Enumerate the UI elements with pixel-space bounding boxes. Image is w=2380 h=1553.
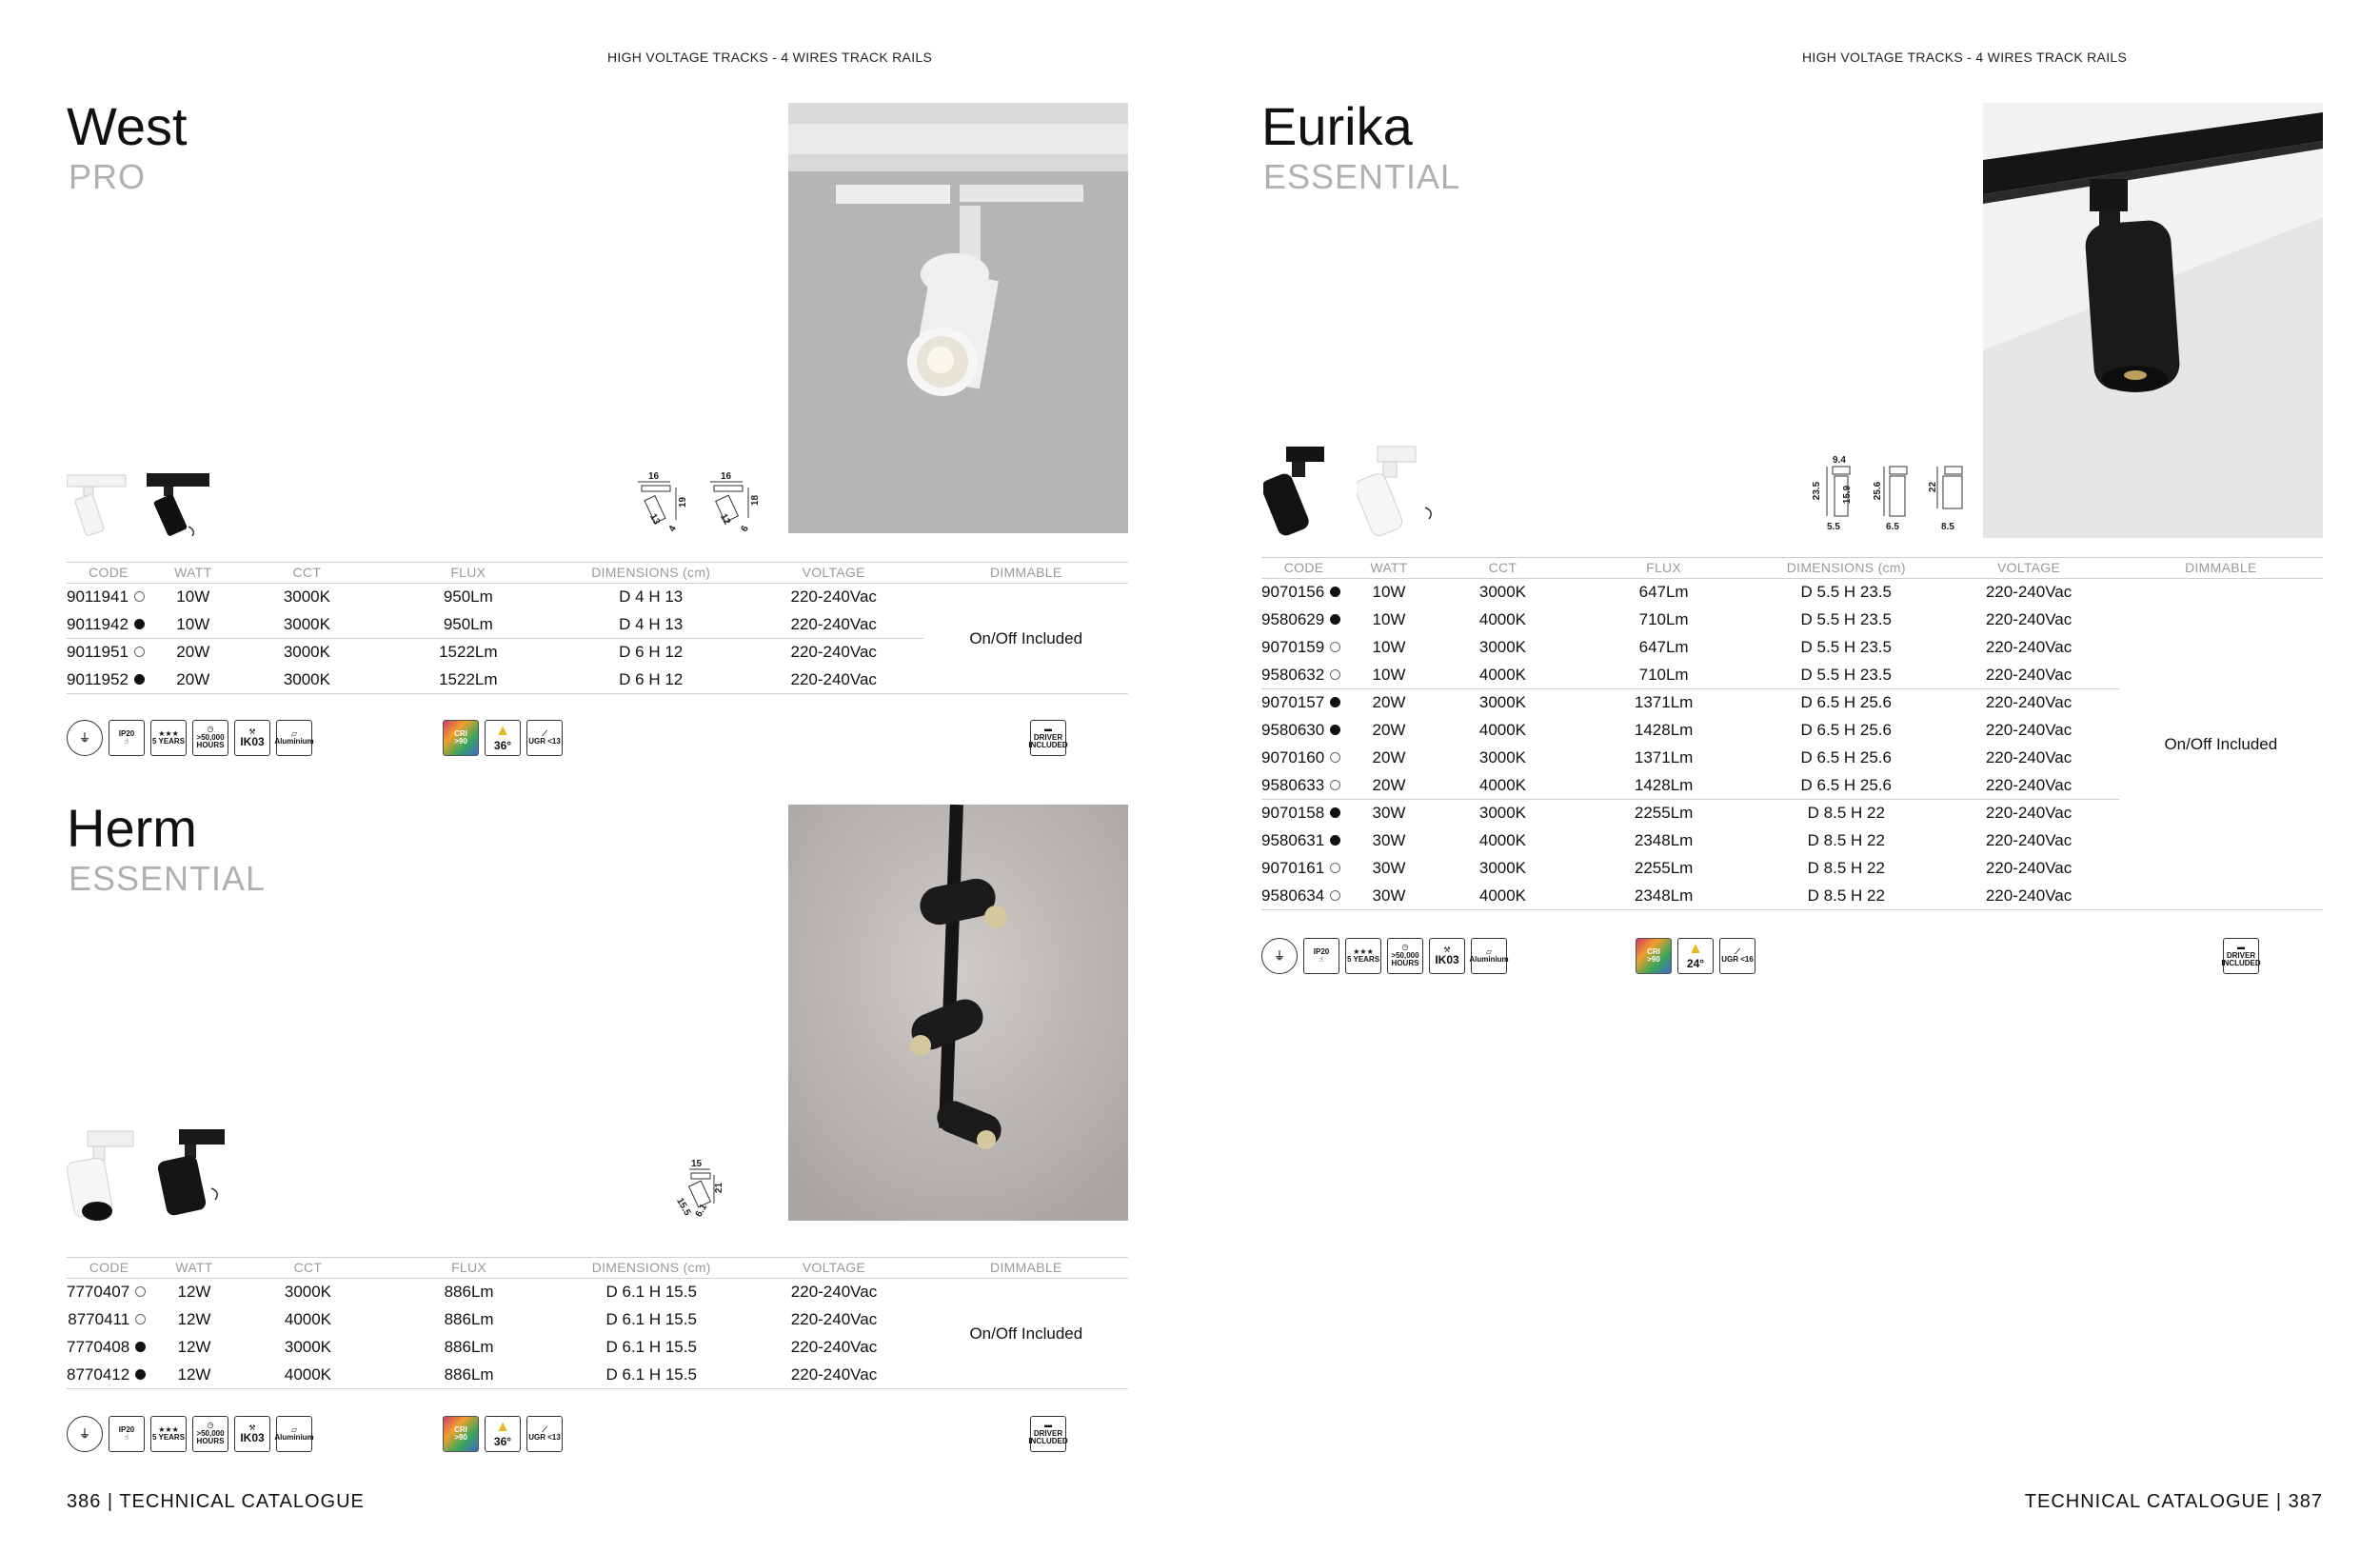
west-light-icons: [443, 720, 568, 756]
herm-dim-length: 15.5: [674, 1196, 693, 1218]
watt-cell: 20W: [150, 639, 236, 667]
cct-cell: 4000K: [284, 1310, 332, 1328]
black-finish-dot-icon: [1330, 725, 1340, 735]
product-code: 9580633: [1261, 775, 1325, 794]
west-dim-width-2: 16: [721, 471, 732, 482]
column-header-watt: WATT: [150, 563, 236, 584]
driver-included-icon: ▬ DRIVER INCLUDED: [2223, 938, 2259, 974]
eurika-dim-height-3: 22: [1928, 481, 1939, 493]
eurika-dimension-drawings: [1812, 455, 1970, 535]
cct-cell: 3000K: [1432, 579, 1574, 607]
black-finish-dot-icon: [134, 674, 145, 685]
white-finish-dot-icon: [1330, 669, 1340, 680]
column-header-voltage: VOLTAGE: [1938, 558, 2118, 579]
watt-cell: 12W: [177, 1310, 211, 1328]
column-header-flux: FLUX: [379, 1258, 559, 1279]
table-row: [67, 1279, 1128, 1306]
dimensions-cell: D 8.5 H 22: [1807, 859, 1885, 877]
column-header-voltage: VOLTAGE: [744, 563, 923, 584]
herm-title: Herm: [67, 798, 197, 858]
black-finish-dot-icon: [1330, 697, 1340, 707]
voltage-cell: 220-240Vac: [1985, 859, 2073, 877]
dimensions-cell: D 4 H 13: [619, 614, 684, 633]
flux-cell: 886Lm: [379, 1362, 559, 1389]
voltage-cell: 220-240Vac: [1985, 775, 2073, 794]
lifetime-hours-icon: ◷ >50,000 HOURS: [1387, 938, 1423, 974]
dimensions-cell: D 8.5 H 22: [1754, 800, 1938, 827]
cct-cell: 3000K: [1432, 689, 1574, 717]
west-spec-table: [67, 562, 1128, 694]
lifetime-hours-icon: ◷ >50,000 HOURS: [192, 1416, 228, 1452]
dimensions-cell: D 5.5 H 23.5: [1800, 665, 1892, 684]
column-header-cct: CCT: [1432, 558, 1574, 579]
white-finish-dot-icon: [1330, 642, 1340, 652]
herm-table-header: [67, 1258, 1128, 1279]
product-code: 9580631: [1261, 831, 1325, 849]
watt-cell: 30W: [1372, 859, 1406, 877]
flux-cell: 1428Lm: [1634, 775, 1694, 794]
driver-included-icon: ▬ DRIVER INCLUDED: [1030, 1416, 1066, 1452]
column-header-code: CODE: [1261, 558, 1346, 579]
herm-white-variant-thumb: [67, 1125, 139, 1223]
watt-cell: 30W: [1346, 800, 1432, 827]
earth-class-icon: ⏚: [67, 720, 103, 756]
cct-cell: 4000K: [1478, 665, 1527, 684]
flux-cell: 950Lm: [378, 584, 558, 611]
eurika-feature-icons: [1261, 938, 1513, 974]
product-code: 9070157: [1261, 693, 1325, 712]
eurika-dim-height-2: 25.6: [1873, 481, 1884, 501]
column-header-dimensions: DIMENSIONS (cm): [559, 1258, 744, 1279]
product-code: 7770407: [67, 1283, 130, 1302]
column-header-cct: CCT: [236, 563, 378, 584]
white-finish-dot-icon: [1330, 863, 1340, 873]
flux-cell: 886Lm: [379, 1279, 559, 1306]
watt-cell: 12W: [151, 1362, 237, 1389]
west-title: West: [67, 96, 188, 156]
watt-cell: 10W: [1372, 665, 1406, 684]
flux-cell: 710Lm: [1638, 610, 1689, 628]
cct-cell: 3000K: [283, 614, 330, 633]
cct-cell: 4000K: [1478, 610, 1527, 628]
eurika-dim-diameter-2: 6.5: [1886, 522, 1899, 532]
dimensions-cell: D 6.1 H 15.5: [605, 1338, 697, 1356]
cct-cell: 4000K: [1478, 831, 1527, 849]
flux-cell: 1522Lm: [378, 639, 558, 667]
black-finish-dot-icon: [134, 619, 145, 629]
voltage-cell: 220-240Vac: [1938, 689, 2118, 717]
flux-cell: 647Lm: [1638, 638, 1689, 656]
page-header-left: HIGH VOLTAGE TRACKS - 4 WIRES TRACK RAILS: [607, 50, 933, 65]
ip-rating-icon: IP20 ☝: [1303, 938, 1339, 974]
voltage-cell: 220-240Vac: [1938, 800, 2118, 827]
herm-product-photo: [788, 805, 1128, 1221]
dimensions-cell: D 8.5 H 22: [1754, 883, 1938, 910]
watt-cell: 20W: [1346, 689, 1432, 717]
herm-dim-height: 21: [714, 1182, 725, 1194]
watt-cell: 12W: [151, 1279, 237, 1306]
aluminium-material-icon: ▱ Aluminium: [1471, 938, 1507, 974]
product-code: 9580630: [1261, 721, 1325, 739]
voltage-cell: 220-240Vac: [744, 639, 923, 667]
ugr-icon: ⟋ UGR <13: [526, 720, 563, 756]
column-header-dimmable: DIMMABLE: [923, 563, 1128, 584]
west-dim-length-2: 12: [718, 511, 733, 528]
eurika-dim-body-1: 15.9: [1842, 485, 1854, 505]
herm-subtitle: ESSENTIAL: [69, 859, 267, 898]
west-color-variants: [67, 471, 215, 540]
white-finish-dot-icon: [135, 1314, 146, 1324]
watt-cell: 10W: [150, 584, 236, 611]
white-finish-dot-icon: [134, 647, 145, 657]
west-dimension-drawing-2: [708, 471, 767, 535]
warranty-icon: ★★★ 5 YEARS: [1345, 938, 1381, 974]
table-row: [1261, 579, 2323, 607]
cct-cell: 3000K: [236, 639, 378, 667]
dimensions-cell: D 8.5 H 22: [1807, 831, 1885, 849]
beam-angle-icon: ▲ 24°: [1677, 938, 1714, 974]
voltage-cell: 220-240Vac: [790, 1310, 878, 1328]
herm-driver-icon-wrap: [1030, 1416, 1072, 1452]
herm-color-variants: [67, 1125, 236, 1223]
dimensions-cell: D 4 H 13: [558, 584, 743, 611]
eurika-dim-diameter-1: 5.5: [1827, 522, 1840, 532]
black-finish-dot-icon: [1330, 614, 1340, 625]
herm-dimension-drawings: [674, 1159, 725, 1221]
black-finish-dot-icon: [135, 1342, 146, 1352]
table-row: [67, 584, 1128, 611]
column-header-dimmable: DIMMABLE: [924, 1258, 1128, 1279]
cct-cell: 3000K: [1478, 748, 1527, 767]
column-header-voltage: VOLTAGE: [744, 1258, 923, 1279]
product-code: 9070161: [1261, 859, 1325, 877]
column-header-dimensions: DIMENSIONS (cm): [1754, 558, 1938, 579]
flux-cell: 1371Lm: [1574, 689, 1754, 717]
aluminium-material-icon: ▱ Aluminium: [276, 1416, 312, 1452]
eurika-dim-top-1: 9.4: [1833, 455, 1846, 466]
watt-cell: 10W: [1346, 579, 1432, 607]
cct-cell: 3000K: [1478, 859, 1527, 877]
eurika-dimension-drawing-3: [1928, 455, 1970, 535]
herm-light-icons: [443, 1416, 568, 1452]
ik-rating-icon: ⚒ IK03: [234, 720, 270, 756]
watt-cell: 20W: [1372, 721, 1406, 739]
west-white-variant-thumb: [67, 471, 129, 540]
flux-cell: 2348Lm: [1574, 883, 1754, 910]
west-subtitle: PRO: [69, 157, 147, 196]
column-header-flux: FLUX: [1574, 558, 1754, 579]
right-page: [1190, 0, 2380, 1553]
herm-feature-icons: [67, 1416, 318, 1452]
watt-cell: 10W: [176, 614, 210, 633]
eurika-white-variant-thumb: [1357, 443, 1442, 538]
column-header-cct: CCT: [237, 1258, 379, 1279]
cct-cell: 3000K: [1432, 800, 1574, 827]
watt-cell: 10W: [1372, 638, 1406, 656]
black-finish-dot-icon: [135, 1369, 146, 1380]
product-code: 9070159: [1261, 638, 1325, 656]
page-header-right: HIGH VOLTAGE TRACKS - 4 WIRES TRACK RAILS: [1802, 50, 2128, 65]
footer-left: 386 | TECHNICAL CATALOGUE: [67, 1491, 365, 1512]
dimensions-cell: D 6.5 H 25.6: [1800, 721, 1892, 739]
dimmable-cell: On/Off Included: [923, 584, 1128, 694]
voltage-cell: 220-240Vac: [744, 667, 923, 694]
earth-class-icon: ⏚: [1261, 938, 1298, 974]
voltage-cell: 220-240Vac: [744, 1362, 923, 1389]
white-finish-dot-icon: [135, 1286, 146, 1297]
warranty-icon: ★★★ 5 YEARS: [150, 720, 187, 756]
column-header-watt: WATT: [151, 1258, 237, 1279]
herm-dimension-drawing: [674, 1159, 725, 1221]
west-dim-width-1: 16: [648, 471, 660, 482]
dimensions-cell: D 6.1 H 15.5: [605, 1310, 697, 1328]
watt-cell: 20W: [1372, 775, 1406, 794]
product-code: 9011952: [67, 669, 129, 688]
voltage-cell: 220-240Vac: [1985, 610, 2073, 628]
black-finish-dot-icon: [1330, 807, 1340, 818]
product-code: 9070160: [1261, 748, 1325, 767]
dimensions-cell: D 6 H 12: [558, 639, 743, 667]
white-finish-dot-icon: [1330, 890, 1340, 901]
dimensions-cell: D 6 H 12: [558, 667, 743, 694]
voltage-cell: 220-240Vac: [1938, 579, 2118, 607]
beam-angle-icon: ▲ 36°: [485, 1416, 521, 1452]
earth-class-icon: ⏚: [67, 1416, 103, 1452]
cct-cell: 4000K: [237, 1362, 379, 1389]
dimensions-cell: D 5.5 H 23.5: [1800, 638, 1892, 656]
eurika-dimension-drawing-1: [1812, 455, 1859, 535]
ugr-icon: ⟋ UGR <13: [526, 1416, 563, 1452]
west-driver-icon-wrap: [1030, 720, 1072, 756]
dimensions-cell: D 6.5 H 25.6: [1800, 775, 1892, 794]
column-header-dimensions: DIMENSIONS (cm): [558, 563, 743, 584]
lifetime-hours-icon: ◷ >50,000 HOURS: [192, 720, 228, 756]
product-code: 9011942: [67, 614, 129, 633]
ip-rating-icon: IP20 ☝: [109, 1416, 145, 1452]
voltage-cell: 220-240Vac: [744, 584, 923, 611]
ugr-icon: ⟋ UGR <16: [1719, 938, 1755, 974]
dimensions-cell: D 5.5 H 23.5: [1800, 610, 1892, 628]
ik-rating-icon: ⚒ IK03: [234, 1416, 270, 1452]
footer-right: TECHNICAL CATALOGUE | 387: [2024, 1491, 2323, 1512]
voltage-cell: 220-240Vac: [1985, 721, 2073, 739]
voltage-cell: 220-240Vac: [1938, 883, 2118, 910]
watt-cell: 30W: [1372, 831, 1406, 849]
beam-angle-icon: ▲ 36°: [485, 720, 521, 756]
black-finish-dot-icon: [1330, 835, 1340, 846]
driver-included-icon: ▬ DRIVER INCLUDED: [1030, 720, 1066, 756]
eurika-dimension-drawing-2: [1873, 455, 1914, 535]
cct-cell: 3000K: [284, 1338, 332, 1356]
flux-cell: 2255Lm: [1574, 800, 1754, 827]
flux-cell: 1522Lm: [378, 667, 558, 694]
eurika-black-variant-thumb: [1263, 443, 1339, 538]
cct-cell: 3000K: [236, 584, 378, 611]
eurika-product-photo: [1983, 103, 2323, 538]
west-dimension-drawing-1: [636, 471, 695, 535]
product-code: 9070158: [1261, 804, 1325, 823]
eurika-dim-height-1: 23.5: [1812, 481, 1823, 501]
product-code: 9580634: [1261, 886, 1325, 905]
flux-cell: 647Lm: [1574, 579, 1754, 607]
eurika-light-icons: [1636, 938, 1761, 974]
voltage-cell: 220-240Vac: [1985, 638, 2073, 656]
white-finish-dot-icon: [1330, 780, 1340, 790]
herm-black-variant-thumb: [156, 1125, 236, 1223]
flux-cell: 950Lm: [443, 614, 493, 633]
white-finish-dot-icon: [134, 591, 145, 602]
herm-dim-width: 15: [691, 1159, 703, 1169]
watt-cell: 30W: [1346, 883, 1432, 910]
flux-cell: 2348Lm: [1634, 831, 1694, 849]
column-header-watt: WATT: [1346, 558, 1432, 579]
herm-spec-table: [67, 1257, 1128, 1389]
dimmable-cell: On/Off Included: [2119, 579, 2323, 910]
west-dim-diameter-2: 6: [739, 524, 751, 534]
flux-cell: 886Lm: [444, 1338, 494, 1356]
product-code: 9580629: [1261, 610, 1325, 628]
dimensions-cell: D 5.5 H 23.5: [1754, 579, 1938, 607]
west-black-variant-thumb: [147, 471, 215, 540]
flux-cell: 2255Lm: [1634, 859, 1694, 877]
product-code: 9580632: [1261, 665, 1325, 684]
voltage-cell: 220-240Vac: [790, 614, 877, 633]
product-code: 7770408: [67, 1338, 130, 1356]
watt-cell: 10W: [1372, 610, 1406, 628]
west-dim-diameter-1: 4: [666, 524, 679, 534]
west-feature-icons: [67, 720, 318, 756]
eurika-title: Eurika: [1261, 96, 1413, 156]
flux-cell: 886Lm: [444, 1310, 494, 1328]
eurika-dim-diameter-3: 8.5: [1941, 522, 1954, 532]
aluminium-material-icon: ▱ Aluminium: [276, 720, 312, 756]
warranty-icon: ★★★ 5 YEARS: [150, 1416, 187, 1452]
product-code: 9011941: [67, 587, 129, 607]
dimensions-cell: D 6.5 H 25.6: [1800, 748, 1892, 767]
cct-cell: 4000K: [1478, 721, 1527, 739]
cct-cell: 4000K: [1478, 775, 1527, 794]
west-dimension-drawings: [636, 471, 767, 535]
cct-cell: 3000K: [1478, 638, 1527, 656]
column-header-code: CODE: [67, 563, 150, 584]
west-dim-height-2: 18: [750, 494, 762, 507]
herm-dim-diameter: 6.1: [693, 1202, 710, 1220]
ip-rating-icon: IP20 ☝: [109, 720, 145, 756]
dimensions-cell: D 6.1 H 15.5: [559, 1362, 744, 1389]
watt-cell: 12W: [177, 1338, 211, 1356]
flux-cell: 710Lm: [1638, 665, 1689, 684]
voltage-cell: 220-240Vac: [1985, 748, 2073, 767]
dimensions-cell: D 6.1 H 15.5: [559, 1279, 744, 1306]
west-table-header: [67, 563, 1128, 584]
black-finish-dot-icon: [1330, 587, 1340, 597]
watt-cell: 20W: [1372, 748, 1406, 767]
column-header-code: CODE: [67, 1258, 151, 1279]
column-header-dimmable: DIMMABLE: [2119, 558, 2323, 579]
cct-cell: 4000K: [1432, 883, 1574, 910]
voltage-cell: 220-240Vac: [1985, 831, 2073, 849]
cri-icon: CRI >90: [1636, 938, 1672, 974]
column-header-flux: FLUX: [378, 563, 558, 584]
eurika-driver-icon-wrap: [2223, 938, 2265, 974]
flux-cell: 1428Lm: [1634, 721, 1694, 739]
voltage-cell: 220-240Vac: [790, 1338, 878, 1356]
eurika-color-variants: [1263, 443, 1442, 538]
cct-cell: 3000K: [236, 667, 378, 694]
eurika-table-header: [1261, 558, 2323, 579]
product-code: 8770412: [67, 1364, 130, 1384]
west-product-photo: [788, 103, 1128, 533]
product-code: 9011951: [67, 643, 129, 662]
west-dim-height-1: 19: [678, 496, 689, 508]
cri-icon: CRI >90: [443, 720, 479, 756]
cri-icon: CRI >90: [443, 1416, 479, 1452]
product-code: 8770411: [68, 1310, 130, 1328]
voltage-cell: 220-240Vac: [1985, 665, 2073, 684]
eurika-subtitle: ESSENTIAL: [1263, 157, 1461, 196]
white-finish-dot-icon: [1330, 752, 1340, 763]
west-dim-length-1: 13: [647, 511, 663, 528]
voltage-cell: 220-240Vac: [744, 1279, 923, 1306]
flux-cell: 1371Lm: [1634, 748, 1694, 767]
product-code: 9070156: [1261, 583, 1325, 602]
dimmable-cell: On/Off Included: [924, 1279, 1128, 1389]
ik-rating-icon: ⚒ IK03: [1429, 938, 1465, 974]
watt-cell: 20W: [150, 667, 236, 694]
cct-cell: 3000K: [237, 1279, 379, 1306]
dimensions-cell: D 6.5 H 25.6: [1754, 689, 1938, 717]
eurika-spec-table: [1261, 557, 2323, 910]
